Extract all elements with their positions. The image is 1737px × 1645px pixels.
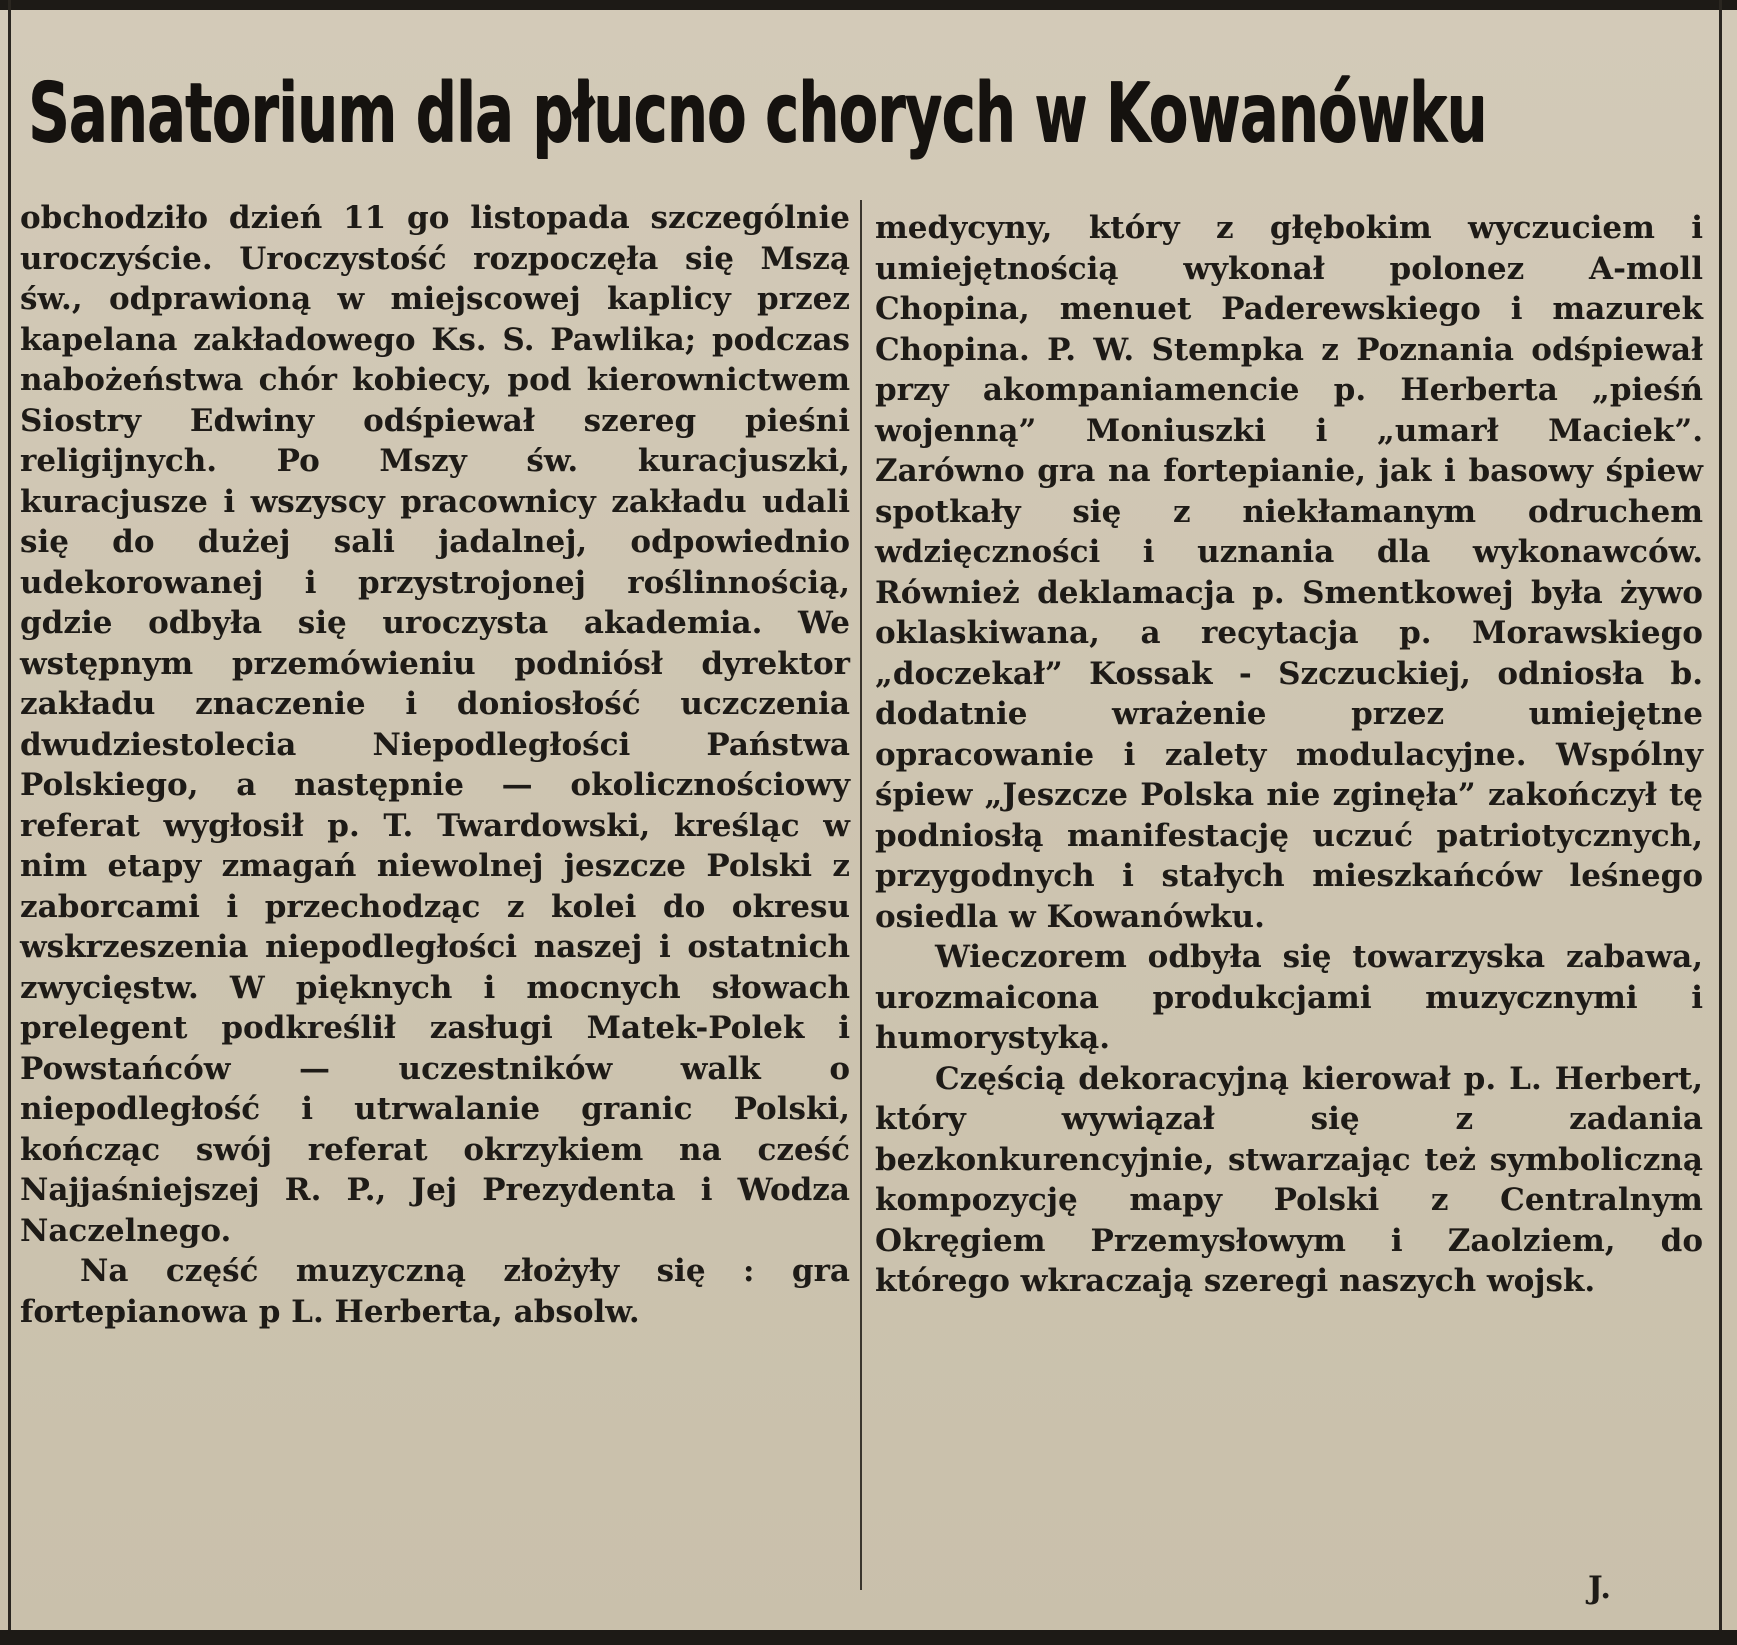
right-paragraph-1: medycyny, który z głębokim wyczuciem i umiejętnością wykonał polonez A-moll Chopina, menuet Paderewskiego i mazurek Chopina. P. W. Stempka z Poznania odśpiewał przy akompaniamencie p. Herberta „pieśń wojenną” Moniuszki i „umarł Maciek”. Zarówno gra na fortepianie, jak i basowy śpiew spotkały się z niekłamanym odruchem wdzięczności i uznania dla wykonawców. Również deklamacja p. Smentkowej była żywo oklaskiwana, a recytacja p. Morawskiego „doczekał” Kossak - Szczuckiej, odniosła b. dodatnie wrażenie przez umiejętne opracowanie i zalety modulacyjne. Wspólny śpiew „Jeszcze Polska nie zginęła” zakończył tę podniosłą manifestację uczuć patriotycznych, przygodnych i stałych mieszkańców leśnego osiedla w Kowanówku.	[875, 210, 1703, 935]
left-paragraph-1: obchodziło dzień 11 go listopada szczególnie uroczyście. Uroczystość rozpoczęła się Mszą św., odprawioną w miejscowej kaplicy przez kapelana zakładowego Ks. S. Pawlika; podczas nabożeństwa chór kobiecy, pod kierownictwem Siostry Edwiny odśpiewał szereg pieśni religijnych. Po Mszy św. kuracjuszki, kuracjusze i wszyscy pracownicy zakładu udali się do dużej sali jadalnej, odpowiednio udekorowanej i przystrojonej roślinnością, gdzie odbyła się uroczysta akademia. We wstępnym przemówieniu podniósł dyrektor zakładu znaczenie i doniosłość uczczenia dwudziestolecia Niepodległości Państwa Polskiego, a następnie — okolicznościowy referat wygłosił p. T. Twardowski, kreśląc w nim etapy zmagań niewolnej jeszcze Polski z zaborcami i przechodząc z kolei do okresu wskrzeszenia niepodległości naszej i ostatnich zwycięstw. W pięknych i mocnych słowach prelegent podkreślił zasługi Matek-Polek i Powstańców — uczestników walk o niepodległość i utrwalanie granic Polski, kończąc swój referat okrzykiem na cześć Najjaśniejszej R. P., Jej Prezydenta i Wodza Naczelnego.	[20, 200, 850, 1249]
author-signature: J.	[1588, 1570, 1612, 1606]
left-column	[20, 198, 850, 1332]
bottom-border-rule	[0, 1630, 1737, 1645]
left-border-rule	[8, 0, 11, 1645]
left-paragraph-2: Na część muzyczną złożyły się : gra fortepianowa p L. Herberta, absolw.	[20, 1253, 850, 1330]
right-paragraph-2: Wieczorem odbyła się towarzyska zabawa, urozmaicona produkcjami muzycznymi i humorystyką.	[875, 939, 1703, 1056]
top-border-rule	[0, 0, 1737, 10]
right-column	[875, 208, 1703, 1302]
article-headline: Sanatorium dla płucno chorych w Kowanówku	[28, 66, 1487, 161]
right-border-rule	[1719, 0, 1722, 1645]
column-divider	[860, 200, 862, 1590]
right-paragraph-3: Częścią dekoracyjną kierował p. L. Herbert, który wywiązał się z zadania bezkonkurencyjnie, stwarzając też symboliczną kompozycję mapy Polski z Centralnym Okręgiem Przemysłowym i Zaolziem, do którego wkraczają szeregi naszych wojsk.	[875, 1060, 1703, 1299]
